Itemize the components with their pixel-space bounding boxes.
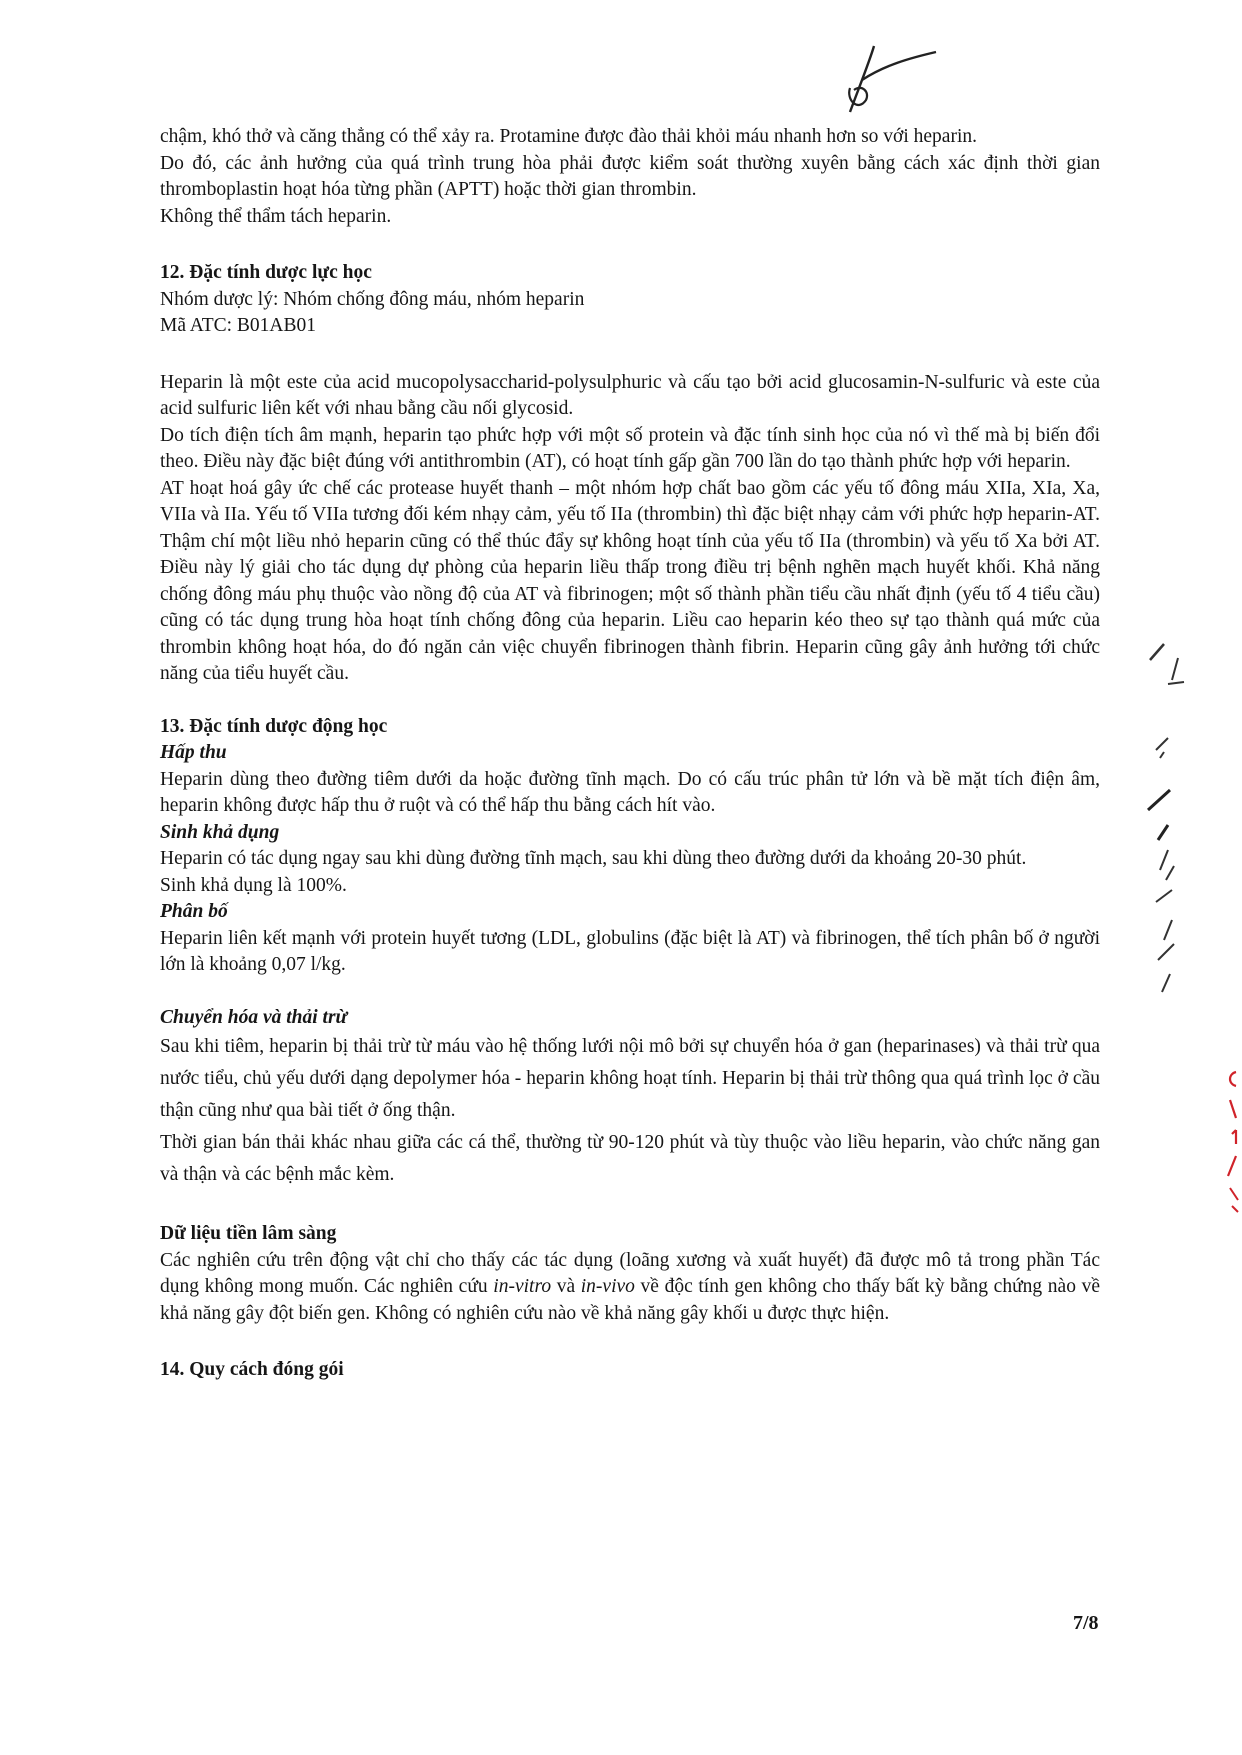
section-12-heading: 12. Đặc tính dược lực học bbox=[160, 262, 372, 283]
section-13-heading: 13. Đặc tính dược động học bbox=[160, 715, 388, 737]
handwritten-initial bbox=[840, 40, 940, 115]
preclinical-text-a: Các nghiên cứu trên động vật chỉ cho thấy các tác dụng (loãng xương và xuất huyết) đã được mô tả trong phần Tác dụng không mong muốn. Các nghiên cứu bbox=[160, 1249, 1100, 1297]
distribution-text: Heparin liên kết mạnh với protein huyết tương (LDL, globulins (đặc biệt là AT) và fibrinogen, thể tích phân bố ở người lớn là khoảng 0,07 l/kg. bbox=[160, 927, 1100, 975]
intro-paragraph-3: Không thể thẩm tách heparin. bbox=[160, 205, 392, 227]
preclinical-text bbox=[160, 1248, 1100, 1328]
atc-code: Mã ATC: B01AB01 bbox=[160, 315, 317, 336]
bioavailability-title: Sinh khả dụng bbox=[160, 821, 280, 843]
pharmacodynamics-paragraph-2: Do tích điện tích âm mạnh, heparin tạo phức hợp với một số protein và đặc tính sinh học của nó vì thế mà bị biến đổi theo. Điều này đặc biệt đúng với antithrombin (AT), có hoạt tính gấp gần 700 lần do tạo thành phức hợp với heparin. bbox=[160, 424, 1100, 472]
bioavailability-text-2: Sinh khả dụng là 100%. bbox=[160, 874, 347, 896]
section-14-heading: 14. Quy cách đóng gói bbox=[160, 1359, 344, 1380]
stamp-fragment bbox=[1206, 1060, 1242, 1220]
bioavailability-text-1: Heparin có tác dụng ngay sau khi dùng đường tĩnh mạch, sau khi dùng theo đường dưới da khoảng 20-30 phút. bbox=[160, 848, 1027, 869]
preclinical-text-b: và bbox=[551, 1276, 581, 1297]
metabolism-title: Chuyển hóa và thải trừ bbox=[160, 1006, 348, 1028]
document-body bbox=[160, 124, 1100, 1384]
intro-paragraph-1: chậm, khó thở và căng thẳng có thể xảy ra. Protamine được đào thải khỏi máu nhanh hơn so với heparin. bbox=[160, 126, 977, 147]
intro-paragraph-2: Do đó, các ảnh hưởng của quá trình trung hòa phải được kiểm soát thường xuyên bằng cách xác định thời gian thromboplastin hoạt hóa từng phần (APTT) hoặc thời gian thrombin. bbox=[160, 152, 1100, 200]
pharmacodynamics-paragraph-1: Heparin là một este của acid mucopolysaccharid-polysulphuric và cấu tạo bởi acid glucosamin-N-sulfuric và este của acid sulfuric liên kết với nhau bằng cầu nối glycosid. bbox=[160, 371, 1100, 419]
metabolism-text-2: Thời gian bán thải khác nhau giữa các cá thể, thường từ 90-120 phút và tùy thuộc vào liều heparin, vào chức năng gan và thận và các bệnh mắc kèm. bbox=[160, 1132, 1100, 1185]
margin-ink-marks bbox=[1138, 640, 1198, 1020]
metabolism-text-1: Sau khi tiêm, heparin bị thải trừ từ máu vào hệ thống lưới nội mô bởi sự chuyển hóa ở gan (heparinases) và thải trừ qua nước tiểu, chủ yếu dưới dạng depolymer hóa - heparin không hoạt tính. Heparin bị thải trừ thông qua quá trình lọc ở cầu thận cũng như qua bài tiết ở ống thận. bbox=[160, 1036, 1100, 1121]
pharmacodynamics-paragraph-3: AT hoạt hoá gây ức chế các protease huyết thanh – một nhóm hợp chất bao gồm các yếu tố đông máu XIIa, XIa, Xa, VIIa và IIa. Yếu tố VIIa tương đối kém nhạy cảm, yếu tố IIa (thrombin) thì đặc biệt nhạy cảm với phức hợp heparin-AT. Thậm chí một liều nhỏ heparin cũng có thể thúc đẩy sự không hoạt tính của yếu tố IIa (thrombin) và yếu tố Xa bởi AT. Điều này lý giải cho tác dụng dự phòng của heparin liều thấp trong điều trị bệnh nghẽn mạch huyết khối. Khả năng chống đông máu phụ thuộc vào nồng độ của AT và fibrinogen; một số thành phần tiểu cầu nhất định (yếu tố 4 tiểu cầu) cũng có tác dụng trung hòa hoạt tính chống đông của heparin. Liều cao heparin kéo theo sự tạo thành quá mức của thrombin không hoạt hóa, do đó ngăn cản việc chuyển fibrinogen thành fibrin. Heparin cũng gây ảnh hưởng tới chức năng của tiểu huyết cầu. bbox=[160, 477, 1100, 684]
in-vitro-term: in-vitro bbox=[493, 1276, 552, 1297]
preclinical-title: Dữ liệu tiền lâm sàng bbox=[160, 1223, 337, 1244]
preclinical-text-c: về độc tính gen không cho thấy bất kỳ bằng chứng nào về khả năng gây đột biến gen. Không có nghiên cứu nào về khả năng gây khối u được thực hiện. bbox=[160, 1276, 1100, 1324]
pharmacological-group: Nhóm dược lý: Nhóm chống đông máu, nhóm heparin bbox=[160, 288, 585, 310]
absorption-title: Hấp thu bbox=[160, 742, 227, 763]
in-vivo-term: in-vivo bbox=[580, 1276, 635, 1297]
distribution-title: Phân bố bbox=[160, 901, 228, 922]
page-number: 7/8 bbox=[1073, 1612, 1099, 1634]
absorption-text: Heparin dùng theo đường tiêm dưới da hoặc đường tĩnh mạch. Do có cấu trúc phân tử lớn và bề mặt tích điện âm, heparin không được hấp thu ở ruột và có thể hấp thu bằng cách hít vào. bbox=[160, 768, 1100, 816]
